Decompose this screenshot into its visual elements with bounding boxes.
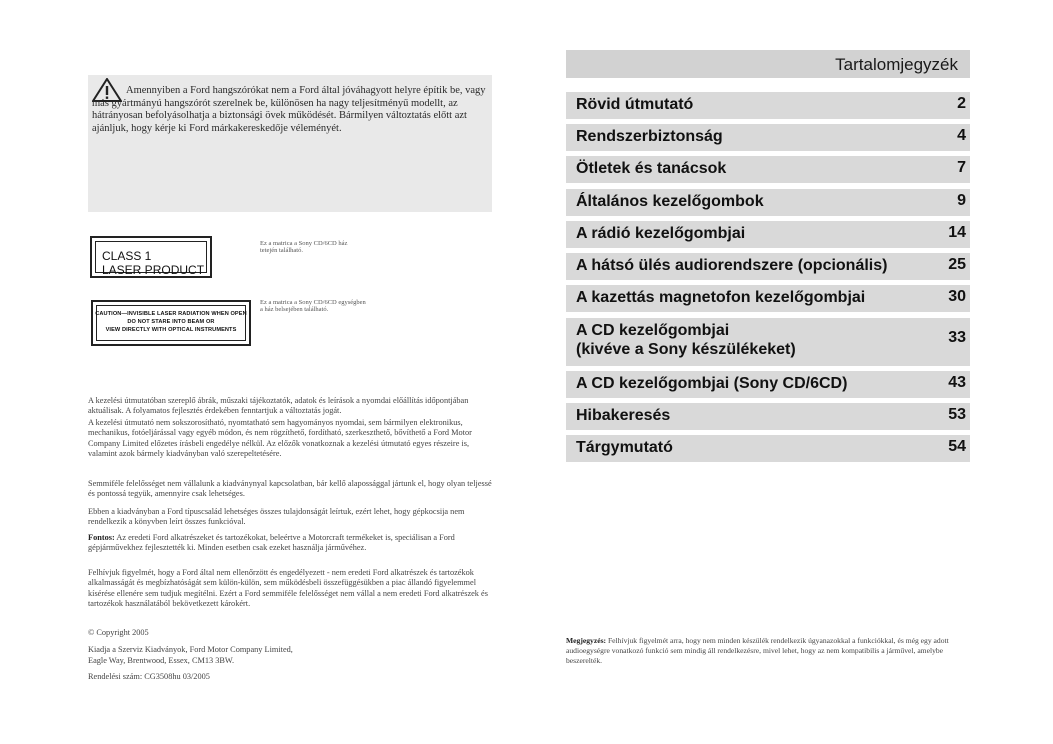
- class-label-note: Ez a matrica a Sony CD/6CD ház tetején található.: [260, 240, 348, 254]
- note-text: Felhívjuk figyelmét arra, hogy nem minden készülék rendelkezik úgyanazokkal a funkciókkal, és még egy adott audioegységre vonatkozó funkció sem mindig áll rendelkezésre, mivel lehet, hogy az nem kompatibilis a járművel, amelybe beszerelték.: [566, 636, 949, 665]
- toc-item-page: 14: [948, 224, 966, 241]
- paragraph-intro: A kezelési útmutatóban szereplő ábrák, műszaki tájékoztatók, adatok és leírások a nyomdai előállítás időpontjában aktuálisak. A folyamatos fejlesztés érdekében fenntartjuk a változtatás jogát.: [88, 396, 469, 416]
- toc-item[interactable]: [566, 318, 970, 366]
- toc-item-page: 7: [957, 159, 966, 176]
- toc-item[interactable]: [566, 189, 970, 216]
- note: [566, 636, 976, 666]
- laser-class-label: [90, 236, 212, 278]
- paragraph-parts: Felhívjuk figyelmét, hogy a Ford által nem ellenőrzött és engedélyezett - nem eredeti Ford alkatrészek és tartozékok alkalmasságát és megbízhatóságát sem külön-külön, sem működésbeli összefüggésükben a piac állandó figyelemmel kísérése ellenére sem tudjuk megítélni. Ezért a Ford semmiféle felelősséget nem vállal a nem eredeti Ford alkatrészek és tartozékok használatából bekövetkezett károkért.: [88, 568, 488, 609]
- toc-title: Tartalomjegyzék: [835, 55, 958, 74]
- toc-item-page: 9: [957, 192, 966, 209]
- toc-item-page: 33: [948, 329, 966, 346]
- caution-label: [91, 300, 251, 346]
- toc-item-title: Rövid útmutató: [576, 96, 694, 113]
- toc-item-title: Ötletek és tanácsok: [576, 160, 727, 177]
- toc-item-title: Tárgymutató: [576, 439, 673, 456]
- toc-item-title-line2: (kivéve a Sony készülékeket): [576, 341, 796, 358]
- toc-item[interactable]: [566, 371, 970, 398]
- toc-item-page: 2: [957, 95, 966, 112]
- toc-item-title: Hibakeresés: [576, 407, 671, 424]
- toc-item[interactable]: [566, 403, 970, 430]
- toc-item[interactable]: [566, 253, 970, 280]
- toc-item[interactable]: [566, 221, 970, 248]
- toc-item-title: Rendszerbiztonság: [576, 128, 723, 145]
- paragraph-features: Ebben a kiadványban a Ford típuscsalád lehetséges összes tulajdonságát leírtuk, ezért lehet, hogy gépkocsija nem rendelkezik a könyvben leírt összes funkcióval.: [88, 507, 465, 527]
- toc-item[interactable]: [566, 435, 970, 462]
- caution-label-note: Ez a matrica a Sony CD/6CD egységben a ház belsejében található.: [260, 299, 366, 313]
- publisher-line1: Kiadja a Szerviz Kiadványok, Ford Motor Company Limited,: [88, 645, 293, 654]
- toc-item-page: 54: [948, 438, 966, 455]
- toc-item[interactable]: [566, 92, 970, 119]
- class-line1: CLASS 1: [102, 249, 152, 263]
- caution-line3: VIEW DIRECTLY WITH OPTICAL INSTRUMENTS: [105, 327, 237, 333]
- order-number: Rendelési szám: CG3508hu 03/2005: [88, 672, 210, 681]
- toc-item[interactable]: [566, 156, 970, 183]
- important-text: Az eredeti Ford alkatrészeket és tartozékokat, beleértve a Motorcraft termékeket is, speciálisan a Ford gépjárművekhez fejlesztették ki. Minden esetben csak ezeket használja járművéhez.: [88, 533, 455, 553]
- toc-item-title: A CD kezelőgombjai (Sony CD/6CD): [576, 375, 848, 392]
- caution-line1: CAUTION—INVISIBLE LASER RADIATION WHEN OPEN: [95, 311, 247, 317]
- toc-item-title: Általános kezelőgombok: [576, 193, 764, 210]
- toc-item-page: 25: [948, 256, 966, 273]
- paragraph-important: [88, 533, 496, 554]
- toc-item-title: [576, 321, 796, 359]
- toc-item-page: 43: [948, 374, 966, 391]
- toc-item-title: A rádió kezelőgombjai: [576, 225, 746, 242]
- caution-line2: DO NOT STARE INTO BEAM OR: [127, 319, 215, 325]
- paragraph-copyright-rules: A kezelési útmutató nem sokszorosítható, nyomtatható sem hagyományos nyomdai, sem bármilyen elektronikus, mechanikus, fotóeljárással vagy egyéb módon, és nem rögzíthető, fordítható, szerkeszthető, bővíthető a Ford Motor Company Limited előzetes írásbeli engedélye nélkül. Az előzők vonatkoznak a kezelési útmutató egyes részeire is, valamint azok bármely kiadványban való szerepeltetésére.: [88, 418, 472, 459]
- warning-text: Amennyiben a Ford hangszórókat nem a Ford által jóváhagyott helyre építik be, vagy más gyártmányú hangszórót szerelnek be, különösen ha nagy teljesítményű modellt, az hátrányosan befolyásolhatja a biztonsági övek működését. Bármilyen változtatás előtt azt ajánljuk, hogy kérje ki Ford márkakereskedője véleményét.: [92, 85, 486, 134]
- toc-item-title-line1: A CD kezelőgombjai: [576, 322, 730, 339]
- toc-item-title: A kazettás magnetofon kezelőgombjai: [576, 289, 866, 306]
- copyright: © Copyright 2005: [88, 628, 149, 637]
- toc-item[interactable]: [566, 285, 970, 312]
- paragraph-liability: Semmiféle felelősséget nem vállalunk a kiadványnyal kapcsolatban, bár kellő alapossággal jártunk el, hogy olyan teljessé és pontossá tegyük, amennyire csak lehetséges.: [88, 479, 492, 499]
- toc-item-page: 4: [957, 127, 966, 144]
- note-label: Megjegyzés:: [566, 636, 607, 645]
- toc-header: [566, 50, 970, 78]
- toc-item[interactable]: [566, 124, 970, 151]
- toc-item-page: 53: [948, 406, 966, 423]
- publisher-line2: Eagle Way, Brentwood, Essex, CM13 3BW.: [88, 656, 235, 665]
- toc-item-title: A hátsó ülés audiorendszere (opcionális): [576, 257, 888, 274]
- class-line2: LASER PRODUCT: [102, 263, 205, 277]
- important-label: Fontos:: [88, 533, 115, 542]
- toc-item-page: 30: [948, 288, 966, 305]
